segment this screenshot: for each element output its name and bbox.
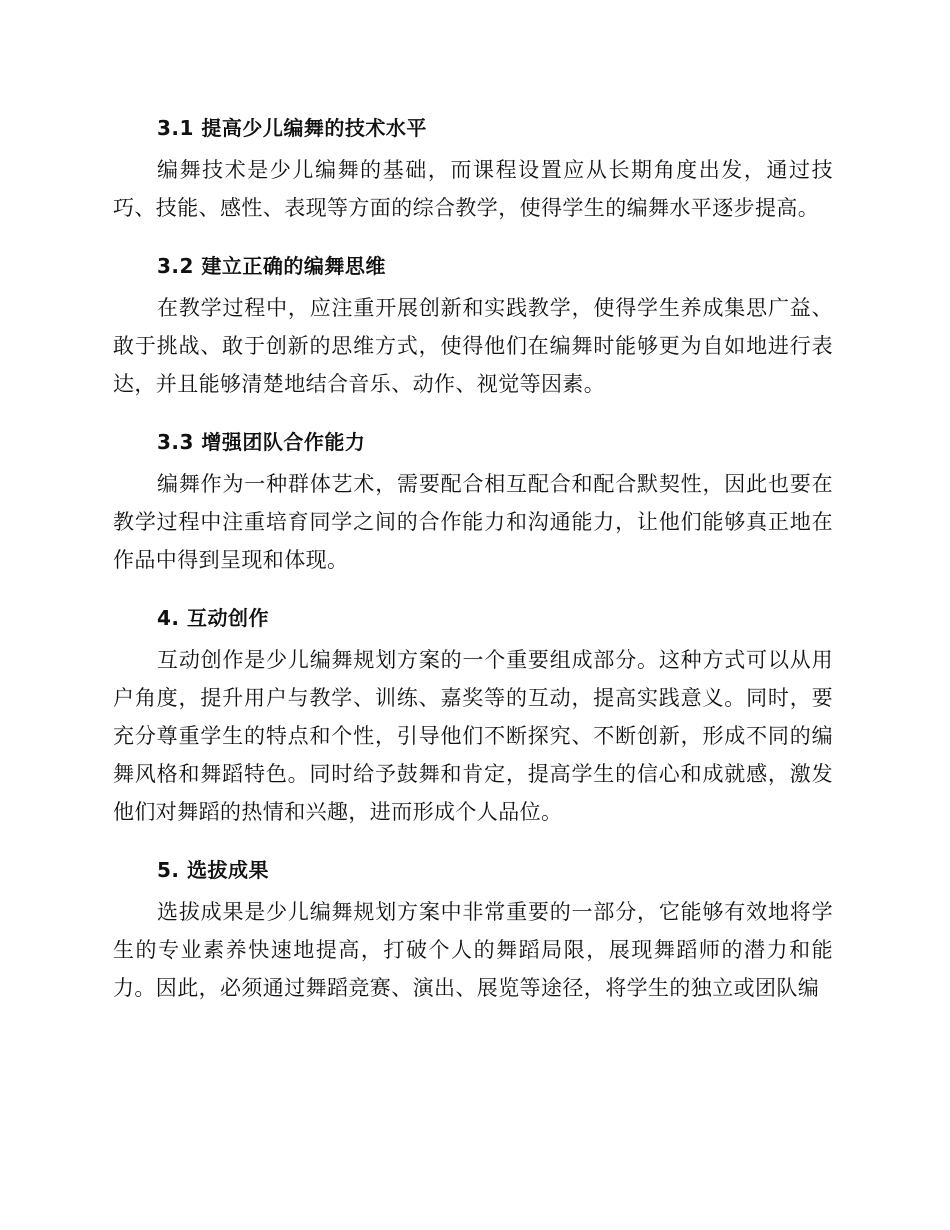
section-heading-3-1: 3.1 提高少儿编舞的技术水平 — [157, 116, 427, 140]
section-heading-4: 4. 互动创作 — [157, 606, 269, 630]
section-heading-3-3: 3.3 增强团队合作能力 — [157, 430, 366, 454]
section-heading-3-2: 3.2 建立正确的编舞思维 — [157, 254, 386, 278]
section-paragraph-3-3: 编舞作为一种群体艺术，需要配合相互配合和配合默契性，因此也要在教学过程中注重培育同学之间的合作能力和沟通能力，让他们能够真正地在作品中得到呈现和体现。 — [113, 472, 833, 572]
section-paragraph-3-1: 编舞技术是少儿编舞的基础，而课程设置应从长期角度出发，通过技巧、技能、感性、表现等方面的综合教学，使得学生的编舞水平逐步提高。 — [113, 158, 833, 220]
section-heading-5: 5. 选拔成果 — [157, 858, 269, 882]
document-body — [113, 108, 833, 1026]
section-paragraph-4: 互动创作是少儿编舞规划方案的一个重要组成部分。这种方式可以从用户角度，提升用户与教学、训练、嘉奖等的互动，提高实践意义。同时，要充分尊重学生的特点和个性，引导他们不断探究、不断创新，形成不同的编舞风格和舞蹈特色。同时给予鼓舞和肯定，提高学生的信心和成就感，激发他们对舞蹈的热情和兴趣，进而形成个人品位。 — [113, 648, 833, 824]
section-paragraph-3-2: 在教学过程中，应注重开展创新和实践教学，使得学生养成集思广益、敢于挑战、敢于创新的思维方式，使得他们在编舞时能够更为自如地进行表达，并且能够清楚地结合音乐、动作、视觉等因素。 — [113, 296, 833, 396]
section-paragraph-5: 选拔成果是少儿编舞规划方案中非常重要的一部分，它能够有效地将学生的专业素养快速地提高，打破个人的舞蹈局限，展现舞蹈师的潜力和能力。因此，必须通过舞蹈竞赛、演出、展览等途径，将学生的独立或团队编 — [113, 900, 833, 1000]
